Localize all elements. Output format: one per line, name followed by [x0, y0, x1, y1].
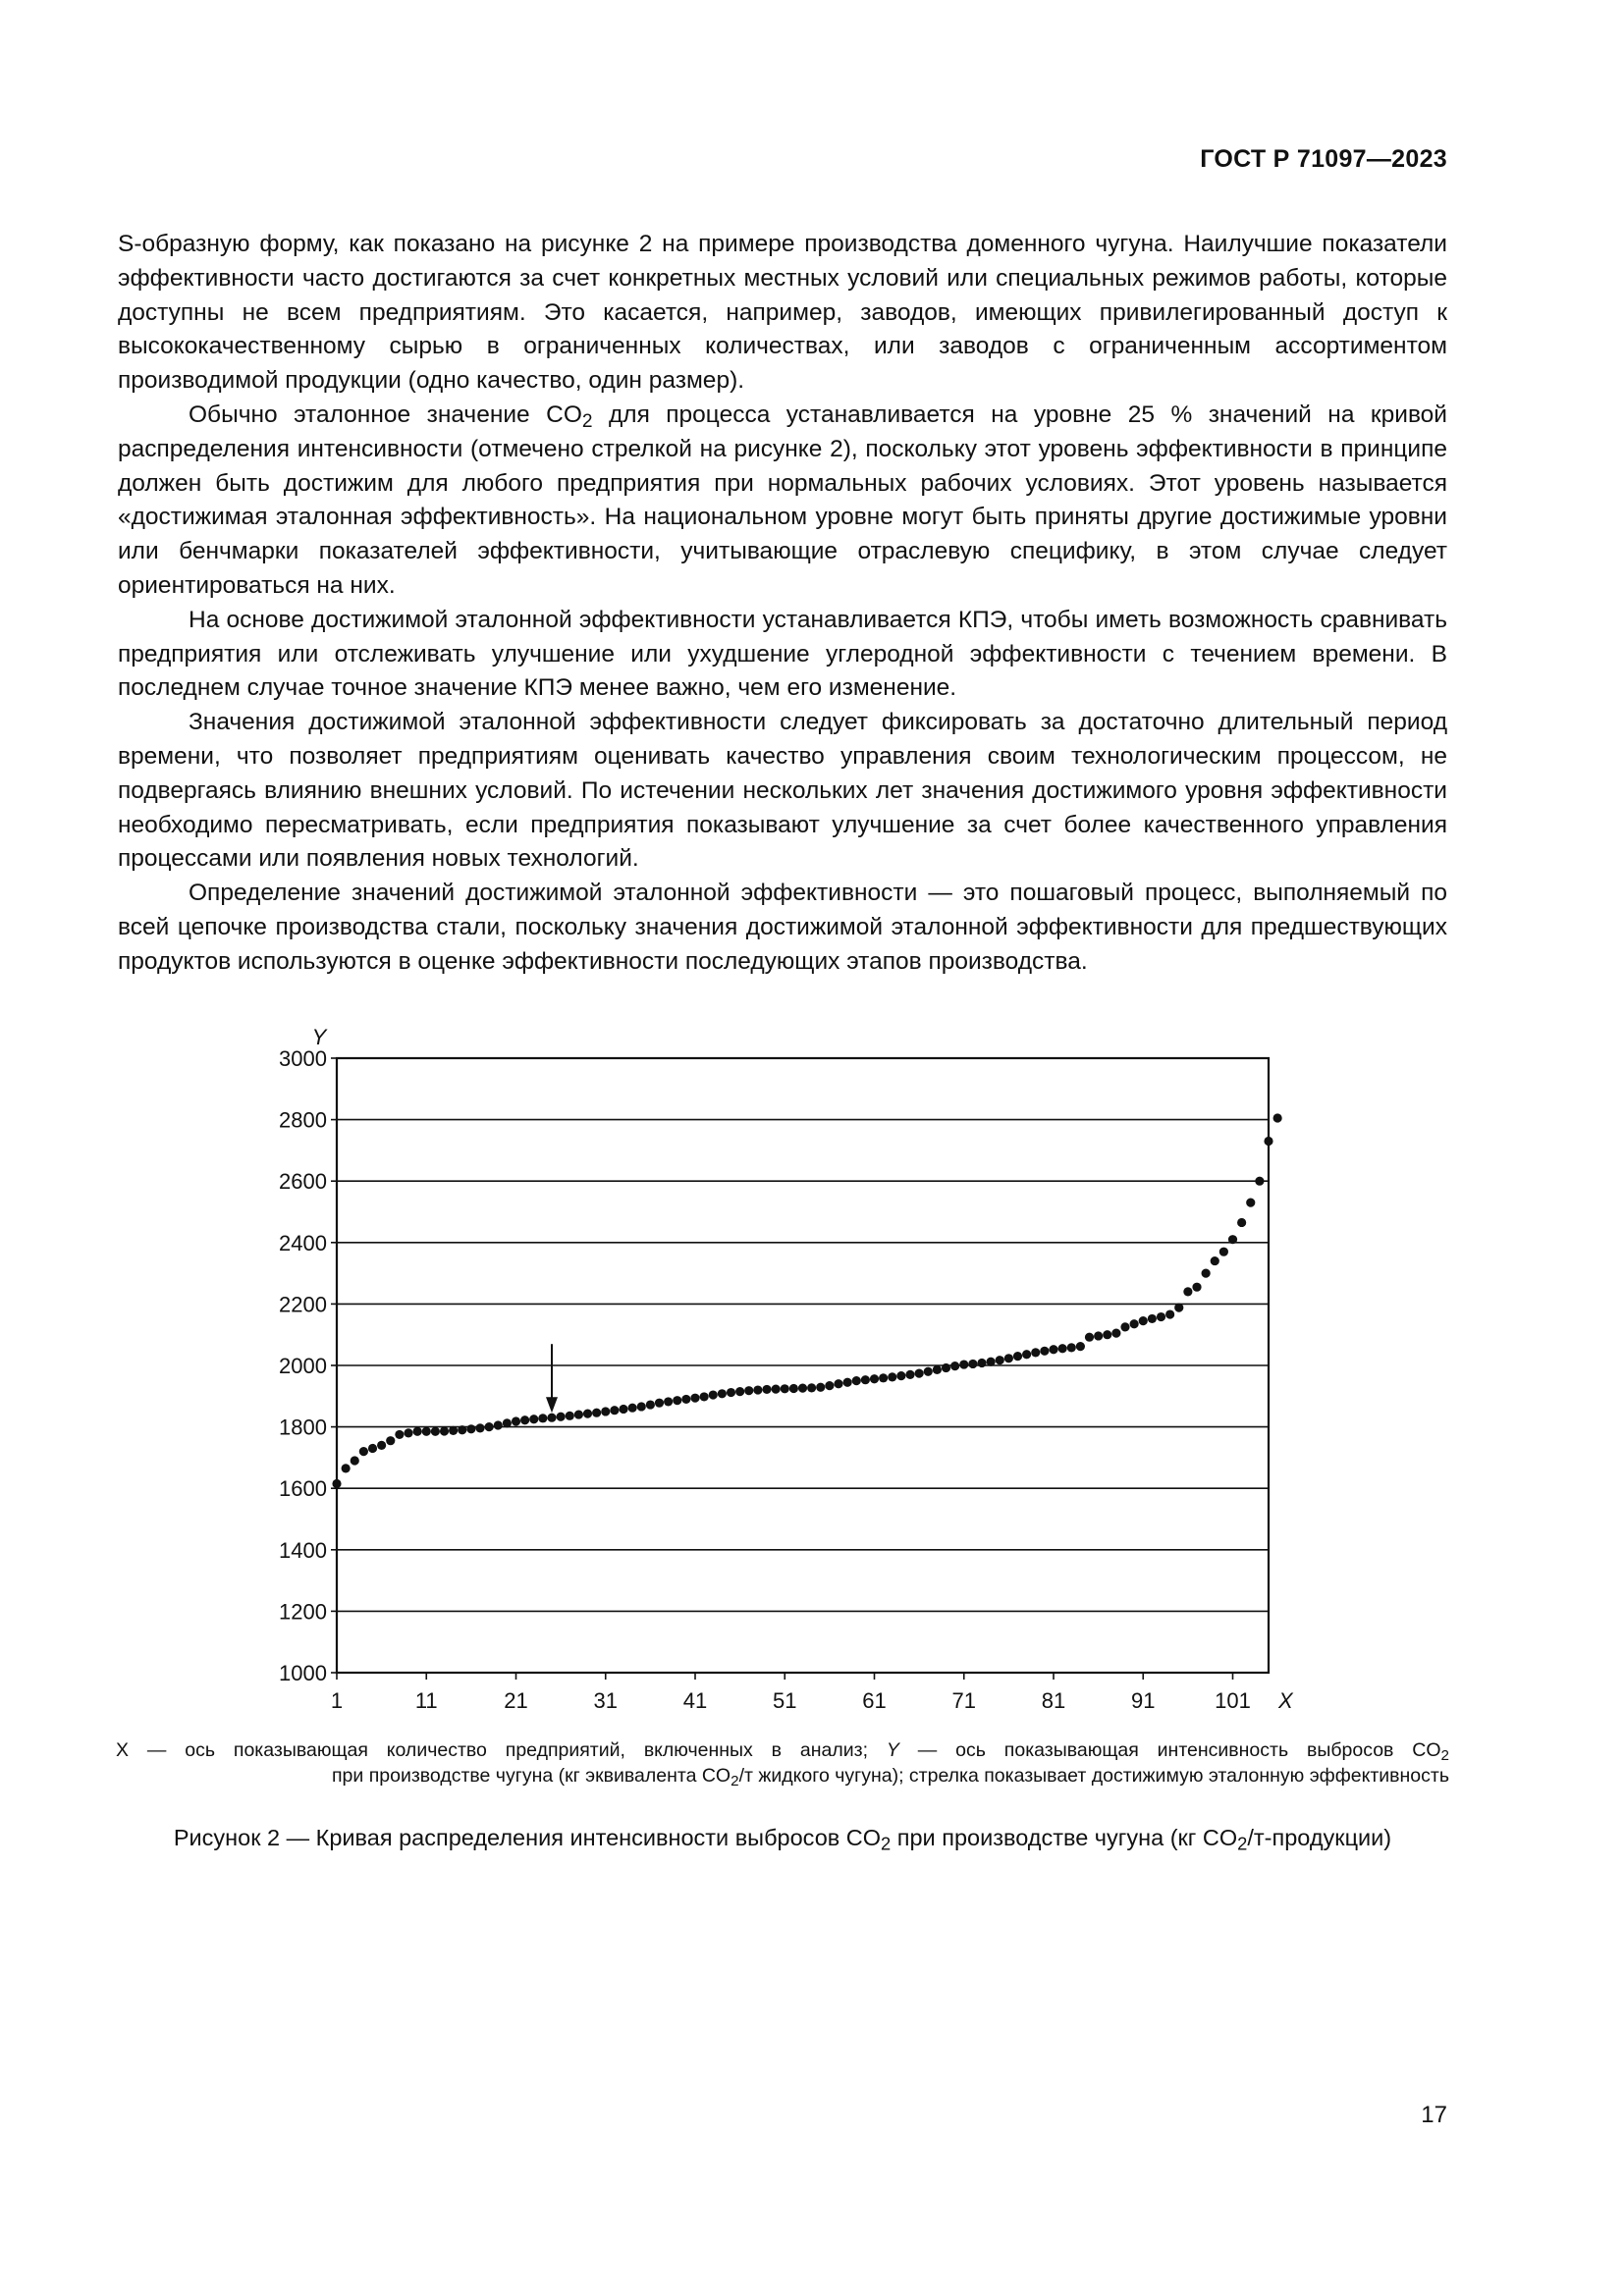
data-point: [655, 1399, 664, 1408]
data-point: [592, 1409, 601, 1417]
legend-text: Y: [886, 1739, 899, 1761]
y-tick-label: 1000: [279, 1661, 327, 1685]
data-point: [942, 1363, 950, 1372]
y-tick-label: 2600: [279, 1169, 327, 1195]
data-point: [888, 1372, 896, 1381]
data-point: [1273, 1113, 1282, 1122]
data-point: [1022, 1350, 1031, 1359]
data-point: [870, 1374, 879, 1383]
data-point: [915, 1369, 924, 1378]
data-point: [1103, 1330, 1111, 1339]
data-point: [538, 1414, 547, 1422]
data-point: [690, 1394, 699, 1403]
data-point: [1219, 1248, 1228, 1256]
data-point: [475, 1423, 484, 1432]
data-point: [1228, 1235, 1237, 1244]
y-axis-label: Y: [311, 1025, 327, 1049]
plot-frame: [337, 1058, 1269, 1673]
y-tick-label: 1400: [279, 1537, 327, 1563]
figure-caption: [0, 1825, 1565, 1854]
data-point: [1067, 1343, 1076, 1352]
paragraph-3: На основе достижимой эталонной эффективности устанавливается КПЭ, чтобы иметь возможность сравнивать предприятия или отслеживать улучшение или ухудшение углеродной эффективности с течением времени. В последнем случае точное значение КПЭ менее важно, чем его изменение.: [118, 606, 1447, 702]
data-point: [664, 1397, 673, 1406]
data-point: [332, 1479, 341, 1488]
y-tick-label: 2200: [279, 1292, 327, 1317]
data-point: [744, 1386, 753, 1395]
data-point: [566, 1412, 574, 1420]
subscript: 2: [1440, 1746, 1449, 1764]
data-point: [772, 1385, 781, 1394]
data-point: [404, 1428, 412, 1437]
data-point: [485, 1422, 494, 1431]
x-tick-label: 91: [1131, 1688, 1156, 1713]
data-point: [825, 1381, 834, 1390]
data-point: [440, 1426, 449, 1435]
data-point: [1120, 1322, 1129, 1331]
y-tick-label: 1200: [279, 1599, 327, 1625]
data-point: [494, 1420, 503, 1429]
data-point: [681, 1395, 690, 1404]
y-tick-label: 2000: [279, 1354, 327, 1378]
subscript: 2: [731, 1772, 739, 1789]
y-tick-label: 2400: [279, 1230, 327, 1255]
data-point: [789, 1384, 798, 1393]
data-point: [924, 1367, 933, 1376]
legend-line-2: [116, 1763, 1449, 1789]
data-point: [1211, 1256, 1219, 1265]
data-point: [422, 1427, 431, 1436]
data-point: [1148, 1314, 1157, 1323]
x-tick-label: 81: [1041, 1688, 1066, 1713]
data-point: [781, 1384, 789, 1393]
data-point: [933, 1365, 942, 1374]
y-tick-label: 3000: [279, 1046, 327, 1071]
x-tick-label: 41: [682, 1688, 708, 1713]
x-tick-label: 11: [414, 1688, 438, 1713]
legend-text: при производстве чугуна (кг эквивалента CO: [331, 1765, 731, 1787]
data-point: [547, 1414, 556, 1422]
data-point: [466, 1424, 475, 1433]
data-point: [861, 1375, 870, 1384]
data-point: [1040, 1347, 1049, 1356]
body-text: [118, 228, 1447, 980]
paragraph-2-part-2: для процесса устанавливается на уровне 25 % значений на кривой распределения интенсивности (отмечено стрелкой на рисунке 2), поскольку этот уровень эффективности в принципе должен быть достижим для любого предприятия при нормальных рабочих условиях. Этот уровень называется «достижимая эталонная эффективность». На национальном уровне могут быть приняты другие достижимые уровни или бенчмарки показателей эффективности, учитывающие отраслевую специфику, в этом случае следует ориентироваться на них.: [118, 400, 1447, 599]
data-point: [1157, 1312, 1165, 1321]
legend-line-1: [116, 1737, 1449, 1763]
data-point: [458, 1425, 466, 1434]
data-point: [1183, 1287, 1192, 1296]
data-point: [449, 1426, 458, 1435]
data-point: [377, 1441, 386, 1450]
data-point: [1076, 1342, 1085, 1351]
paragraph-5: Определение значений достижимой эталонной эффективности — это пошаговый процесс, выполняемый по всей цепочке производства стали, поскольку значения достижимой эталонной эффективности для предшествующих продуктов используются в оценке эффективности последующих этапов производства.: [118, 880, 1447, 975]
data-point: [959, 1360, 968, 1368]
data-point: [896, 1371, 905, 1380]
data-point: [996, 1356, 1004, 1364]
data-point: [1031, 1348, 1040, 1357]
data-point: [718, 1389, 727, 1398]
caption-text: при производстве чугуна (кг CO: [891, 1825, 1238, 1850]
data-point: [557, 1413, 566, 1421]
data-point: [905, 1370, 914, 1379]
y-tick-label: 2800: [279, 1107, 327, 1133]
data-point: [386, 1436, 395, 1445]
data-point: [628, 1404, 637, 1413]
data-point: [1130, 1319, 1139, 1328]
data-point: [700, 1392, 709, 1401]
data-point: [351, 1456, 359, 1465]
data-point: [816, 1383, 825, 1392]
x-tick-label: 61: [862, 1688, 887, 1713]
data-point: [574, 1410, 583, 1418]
data-point: [1165, 1309, 1174, 1318]
data-point: [1094, 1331, 1103, 1340]
data-point: [413, 1427, 422, 1436]
data-point: [610, 1406, 619, 1415]
data-point: [1004, 1354, 1013, 1362]
data-point: [619, 1405, 627, 1414]
data-point: [395, 1430, 404, 1439]
data-point: [1085, 1333, 1094, 1342]
data-point: [1264, 1137, 1272, 1146]
data-point: [843, 1378, 852, 1387]
data-point: [987, 1358, 996, 1366]
page-number: 17: [1421, 2102, 1447, 2128]
data-point: [852, 1376, 861, 1385]
x-axis-label: X: [1278, 1688, 1293, 1713]
paragraph-2: [118, 399, 1447, 604]
x-tick-label: 101: [1215, 1688, 1251, 1713]
x-tick-label: 21: [504, 1688, 528, 1713]
data-point: [342, 1464, 351, 1472]
data-point: [735, 1387, 744, 1396]
data-point: [1013, 1352, 1022, 1361]
data-point: [834, 1379, 842, 1388]
data-point: [1058, 1344, 1067, 1353]
y-tick-label: 1600: [279, 1476, 327, 1502]
data-point: [503, 1418, 512, 1427]
data-point: [637, 1402, 646, 1411]
data-point: [520, 1415, 529, 1424]
data-point: [798, 1384, 807, 1393]
data-point: [431, 1427, 440, 1436]
paragraph-2-part-1: Обычно эталонное значение CO: [189, 400, 582, 428]
subscript: 2: [581, 410, 593, 432]
legend-text: — ось показывающая интенсивность выбросов CO: [898, 1739, 1441, 1761]
data-point: [762, 1385, 771, 1394]
caption-text: Рисунок 2 — Кривая распределения интенсивности выбросов CO: [173, 1825, 882, 1850]
data-point: [968, 1360, 977, 1368]
data-point: [583, 1410, 592, 1418]
legend-text: /т жидкого чугуна); стрелка показывает достижимую эталонную эффективность: [738, 1765, 1449, 1787]
data-point: [807, 1383, 816, 1392]
data-point: [1192, 1283, 1201, 1292]
data-point: [709, 1390, 718, 1399]
data-point: [673, 1396, 681, 1405]
data-point: [1174, 1304, 1183, 1312]
data-point: [601, 1407, 610, 1415]
data-point: [1202, 1269, 1211, 1278]
data-point: [753, 1385, 762, 1394]
data-point: [1139, 1316, 1148, 1325]
data-point: [977, 1359, 986, 1367]
subscript: 2: [1237, 1833, 1248, 1854]
document-id: ГОСТ Р 71097—2023: [1200, 145, 1447, 173]
data-point: [950, 1362, 959, 1370]
data-point: [359, 1447, 368, 1456]
data-point: [1246, 1199, 1255, 1207]
caption-text: /т-продукции): [1247, 1825, 1392, 1850]
data-point: [512, 1416, 520, 1425]
figure-legend: [116, 1737, 1449, 1789]
data-point: [646, 1400, 655, 1409]
paragraph-4: Значения достижимой эталонной эффективности следует фиксировать за достаточно длительный период времени, что позволяет предприятиям оценивать качество управления своим технологическим процессом, не подвергаясь влиянию внешних условий. По истечении нескольких лет значения достижимого уровня эффективности необходимо пересматривать, если предприятия показывают улучшение за счет более качественного управления процессами или появления новых технологий.: [118, 709, 1447, 873]
data-point: [727, 1388, 735, 1397]
data-point: [1049, 1345, 1057, 1354]
x-tick-label: 71: [951, 1688, 976, 1713]
arrow-head: [546, 1397, 558, 1413]
data-point: [368, 1444, 377, 1453]
data-point: [1255, 1177, 1264, 1186]
x-tick-label: 31: [593, 1688, 618, 1713]
x-tick-label: 1: [330, 1688, 344, 1713]
y-tick-label: 1800: [279, 1415, 327, 1440]
data-point: [1237, 1218, 1246, 1227]
data-point: [879, 1373, 888, 1382]
data-point: [529, 1415, 538, 1423]
subscript: 2: [881, 1833, 892, 1854]
paragraph-1: S-образную форму, как показано на рисунке 2 на примере производства доменного чугуна. Наилучшие показатели эффективности часто достигаются за счет конкретных местных условий или специальных режимов работы, которые доступны не всем предприятиям. Это касается, например, заводов, имеющих привилегированный доступ к высококачественному сырью в ограниченных количествах, или заводов с ограниченным ассортиментом производимой продукции (одно качество, один размер).: [118, 231, 1447, 395]
x-tick-label: 51: [773, 1688, 797, 1713]
data-point: [1111, 1329, 1120, 1338]
legend-text: X — ось показывающая количество предприятий, включенных в анализ;: [116, 1739, 887, 1761]
